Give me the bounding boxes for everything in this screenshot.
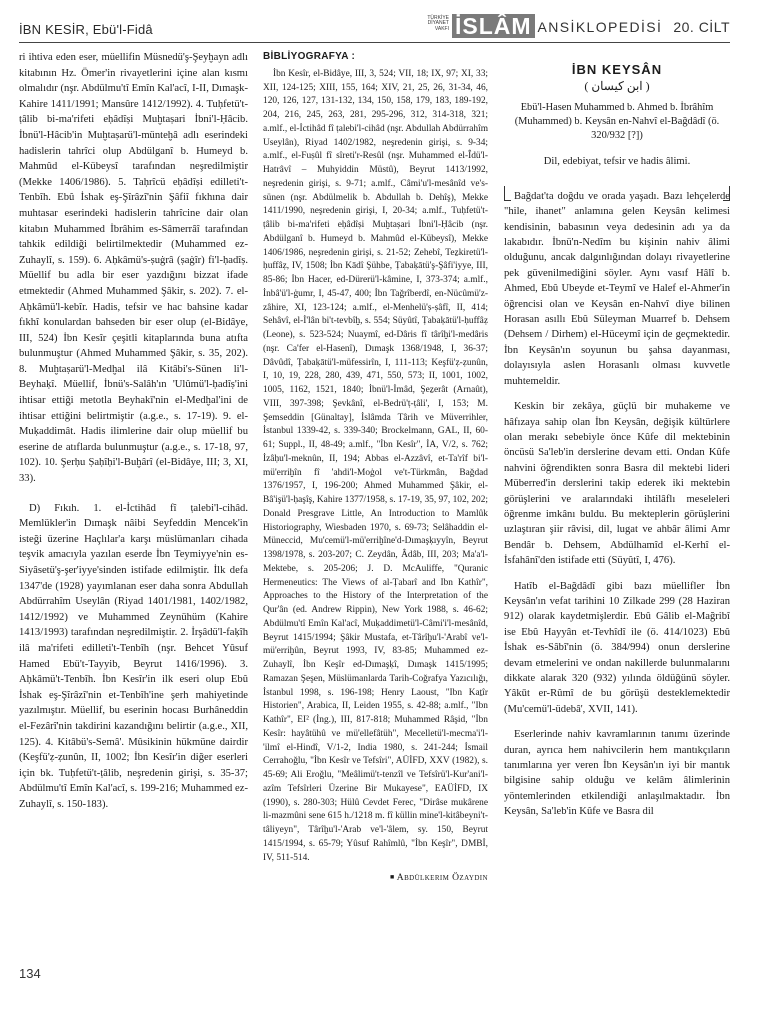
publisher-mark: TÜRKİYE DİYANET VAKFI	[427, 14, 449, 32]
col3-paragraph: Hatîb el-Bağdâdî gibi bazı müellifler İbn Keysân'ın vefat tarihini 10 Zilkade 299 (28 Haziran 912) olarak kaydetmişlerdir. Ebû Gâlib el-Mağribî ise Ebû Hayyân et-Tevhîdî ile (ö. 414/1023) Ebû İshak es-Sâbî'nin (ö. 384/994) onun derslerine devam etmelerini ve ondan nakillerde bulunmalarını dikkate alarak 320 (932) yılında öldüğünü söyler. Yâkūt er-Rûmî de bu görüşü desteklemektedir (Mu'cemü'l-üdebâ', XVII, 141).	[504, 580, 730, 715]
col1-paragraph-fikih: D) Fıkıh. 1. el-İctihâd fî ṭalebi'l-cihâd. Memlükler'in Dımaşk nâibi Seyfeddin Mencek'in isteği üzerine Haçlılar'a karşı müslümanları cihada teşvik amacıyla yazılan eserde İbn Teymiyye'nin es-Siyâsetü'ş-şer'iyye'sinden istifade edilmiştir. İlk defa 1347'de (1928) yayımlanan eser daha sonra Abdullah Abdürrahîm Useylân (Riyad 1401/1981, 1402/1982, 1412/1992) ve Muhammed Zeynühüm (Kahire 1413/1993) tarafından neşredilmiştir. 2. İrşâdü'l-faḳîh ilâ ma'rifeti edilleti't-Tenbîh (nşr. Behcet Yûsuf Hamed Ebü't-Tayyib, Beyrut 1416/1996). 3. Aḥkâmü't-Tenbîh. İbn Kesîr'in ilk eseri olup Ebû İshak eş-Şîrâzî'nin et-Tenbîh'ine şerh mahiyetinde yazılmıştır. Müellif, bu eserinin hocası Burhâneddin el-Fezârî'nin takdirini kazandığını belirtir (a.g.e., XII, 125). 4. Kitâbü's-Semâ'. Mûsikinin hükmüne dairdir (Keşfü'ẓ-ẓunûn, II, 1002; İbn Kesîr'in diğer eserleri için bk. Tuḥfetü't-ṭâlib, neşredenin girişi, s. 35-37; Abdülmu'tî Emîn Kal'acî, s. 199-216; Muhammed ez-Zuhaylî, s. 150-183).	[19, 502, 248, 810]
running-title: İBN KESİR, Ebü'l-Fidâ	[19, 22, 153, 37]
article-title: İBN KEYSÂN	[571, 62, 663, 77]
column-1	[19, 50, 248, 960]
heading-bracket-left	[504, 186, 511, 201]
volume-label: 20. CİLT	[673, 19, 730, 35]
bibliography-text: İbn Kesîr, el-Bidâye, III, 3, 524; VII, 18; IX, 97; XI, 33; XII, 124-125; XIII, 155, 164; XIV, 21, 25, 26, 31-34, 46, 120, 126, 127, 131-132, 134, 150, 158, 179, 183, 189-192, 204, 216, 245, 263, 281, 295-296, 312, 314-318, 321; a.mlf., el-İctihâd fî ṭalebi'l-cihâd (nşr. Abdullah Abdürrahîm Useylân), Riyad 1402/1982, neşredenin girişi, s. 9-34; a.mlf., el-Fuṣûl fî sîreti'r-Resûl (nşr. Muhammed el-Îdü'l-Hatrâvî – Muhyiddin Müstû), Beyrut 1413/1992, neşredenin girişi, s. 9-71; a.mlf., Câmi'u'l-mesânîd ve's-sünen (nşr. Abdülmelik b. Abdullah b. Dehîş), Mekke 1411/1990, neşredenin girişi, I, 20-34; a.mlf., Tuḥfetü't-ṭâlib bi-ma'rifeti eḥâdîṣi Muḫtaṣari İbni'l-Ḥâcib (nşr. Abdülganî b. Humeyd b. Mahmûd el-Kübeysî), Mekke 1406/1986, neşredenin girişi, s. 21-52; Zehebî, Teẕkiretü'l-ḥuffâẓ, IV, 1508; İbn Kādî Şühbe, Ṭabaḳātü'ş-Şâfi'iyye, III, 85-86; İbn Hacer, ed-Dürerü'l-kâmine, I, 373-374; a.mlf., İnbâ'ü'l-ġumr, I, 45-47, 400; İbn Tağrîberdî, en-Nücûmü'z-zâhire, XI, 123-124; a.mlf., el-Menhelü'ṣ-ṣâfî, II, 414; Sehâvî, el-İ'lân bi't-tevbîḫ, s. 554; Süyûtî, Ṭabaḳātü'l-ḥuffâẓ (Leone), s. 523-524; Nuaymî, ed-Dâris fî târîḫi'l-medâris (nşr. Ca'fer el-Hasenî), Dımaşk 1368/1948, I, 36-37; Dâvûdî, Ṭabaḳātü'l-müfessirîn, I, 111-113; Keşfü'ẓ-ẓunûn, I, 10, 19, 228, 280, 439, 471, 550, 573; II, 1001, 1002, 1005, 1162, 1521, 1840; İbnü'l-İmâd, Şeẕerât (Arnaût), VIII, 397-398; Şevkânî, el-Bedrü'ṭ-ṭâli', I, 153; M. Şemseddin [Günaltay], İslâmda Târih ve Müverrihler, İstanbul 1339-42, s. 339-340; Brockelmann, GAL, II, 60-61; Suppl., II, 48-49; a.mlf., "İbn Kesîr", İA, V/2, s. 762; İzâḥu'l-meknûn, II, 194; Abbas el-Azzâvî, et-Ta'rîf bi'l-mü'erriḫîn fî 'ahdi'l-Moġol ve't-Türkmân, Bağdad 1376/1957, I, 196-200; Ahmed Muhammed Şâkir, el-Bâ'işü'l-ḥaşîş, Kahire 1377/1958, s. 17-19, 35, 97, 102, 202; Donald Presgrave Little, An Introduction to Mamlûk Historiography, Wiesbaden 1970, s. 69-73; Selâhaddin el-Müneccid, Mu'cemü'l-mü'erriḫîne'd-Dımaşḳıyyîn, Beyrut 1398/1978, s. 203-207; C. Zeydân, Âdâb, III, 203; Ma'a'l-Mektebe, s. 205-206; J. D. McAuliffe, "Quranic Hermeneutics: The Views of al-Ṭabarî and Ibn Kathîr", Approaches to the History of the Interpretation of the Qur'ân (ed. Andrew Rippin), New York 1988, s. 46-62; Abdülmu'tî Emîn Kal'acî, Muḳaddimetü'l-Câmi'i'l-mesânîd, Beyrut 1415/1994; Şâkir Mustafa, et-Târîḫu'l-'Arabî ve'l-mü'erriḫûn, Beyrut 1993, IV, 83-85; Muhammed ez-Zuhaylî, İbn Keşîr ed-Dımaşḳî, Dımaşk 1415/1995; Ramazan Şeşen, Müslümanlarda Tarih-Coğrafya Yazıcılığı, İstanbul 1998, s. 196-198; Henry Laoust, "Ibn Kaṯîr Historien", Arabica, II, Leiden 1955, s. 42-88; a.mlf., "Ibn Kathîr", EI² (İng.), III, 817-818; Muhammed Râşid, "İbn Kesîr: hayâtühû ve mü'ellefâtüh", Mecelletü'l-mecma'i'l-'ilmî el-Hindî, V/1-2, India 1980, s. 241-244; İsmail Cerrahoğlu, "İbn Kesîr ve Tefsîri", AÜİFD, XXV (1982), s. 45-69; Ali Eroğlu, "Meâlimü't-tenzîl ve Tefsîrü'l-Kur'ani'l-azîm Tefsîrleri Üzerine Bir Mukayese", EAÜİFD, IX (1990), s. 280-303; Hülû Cevdet Ferec, "Dirâse mukârene li-mazmûni sene 615 h./1218 m. fî küllin mine'l-kitâbeyni't-tâliyeyn", Târîḫu'l-'Arab ve'l-'âlem, sy. 150, Beyrut 1415/1994, s. 65-79; Yûsuf Rahîmlû, "İbn Keşîr", DMBİ, IV, 511-514.	[263, 68, 488, 863]
column-2	[263, 50, 488, 956]
col3-paragraph: Keskin bir zekâya, güçlü bir muhakeme ve hâfızaya sahip olan İbn Keysân, değişik kültürlere olan merakı sebebiyle önce Kûfe dil mektebinin öncüsü Sa'leb'in derslerine devam etti. Ondan Kûfe nahvini öğrendikten sonra Basra dil mektebi lideri Müberred'in derslerini takip ederek iki mektebin görüşlerini ve aralarındaki ihtilâflı meseleleri öğrenme imkânı buldu. Bu mekteplerin görüşlerini uzlaştıran şiir râvisi, dil, lugat ve ahbâr âlimi Amr Bendâr b. Dehsem, Abdülhamîd el-Kerhî el-İsfahânî'den istifade etti (Süyûtî, I, 476).	[504, 401, 730, 567]
col3-paragraph: Bağdat'ta doğdu ve orada yaşadı. Bazı lehçelerde "hile, ihanet" anlamına gelen Keysân kelimesi kendisinin, babasının veya dedesinin adı ya da lakabıdır. İbnü'n-Nedîm bu kişinin nahiv âlimi olduğunu, ancak dalgınlığından dolayı rivayetlerine pek güvenilmediğini söyler. Aynı vasıf Hâlî b. Ahmed, Ebû Ubeyde et-Teymî ve Halef el-Ahmer'in öğrencisi olan ve Keysân en-Nahvî diye bilinen Horasan asıllı Ebû Süleyman Muarref b. Dehsem (Dehsem / Dirhem) el-Hüceymî için de geçmektedir. İbn Keysân'ın soyunun bu şahsa dayanması, dolayısıyla aslen Horasanlı olması kuvvetle muhtemeldir.	[504, 190, 730, 387]
article-title-arabic: ( ابن كيسان )	[584, 79, 650, 94]
column-3	[504, 50, 730, 956]
brand-ansiklopedisi: ANSİKLOPEDİSİ	[537, 19, 663, 35]
heading-bracket-right	[723, 186, 730, 201]
header-rule	[19, 42, 730, 43]
page-number: 134	[19, 966, 41, 981]
brand-islam: İSLÂM	[452, 14, 535, 38]
bibliography-title: BİBLİYOGRAFYA :	[263, 51, 356, 62]
publication-header	[427, 12, 730, 38]
col3-paragraph: Eserlerinde nahiv kavramlarının tanımı üzerinde duran, ayrıca hem nahivcilerin hem mantıkçıların tanımlarına yer veren İbn Keysân'ın iyi bir mantık bilgisine sahip olduğu ve kelâm âlimlerinin yöntemlerinden etkilendiği anlaşılmaktadır. İbn Keysân, Sa'leb'in Kûfe ve Basra dil	[504, 729, 730, 818]
article-description: Dil, edebiyat, tefsir ve hadis âlimi.	[543, 155, 691, 167]
article-heading	[504, 62, 730, 169]
col1-paragraph: ri ihtiva eden eser, müellifin Müsnedü'ş-Şeyḫayn adlı kitabının Hz. Ömer'in rivayetlerini içine alan kısmı olmalıdır (nşr. Abdülmu'tî Emîn Kal'acî, I-II, Dımaşk-Kahire 1411/1991; Mansûre 1412/1992). 4. Tuḥfetü't-ṭâlib bi-ma'rifeti eḥâdîṣi Muḫtaṣari İbni'l-Ḥâcib. İbnü'l-Hâcib'in Muḫtaṣarü'l-münteḫâ adlı eserindeki hadislerin tahrîci olup Abdülganî b. Humeyd b. Mahmûd el-Kübeysî tarafından neşredilmiştir (Mekke 1406/1986). 5. Taḥrîcü eḥâdîṣi edilleti't-Tenbîh. Ebû İshak eş-Şîrâzî'nin Şâfiî fıkhına dair muhtasar eserindeki hadislerin tahrîcine dair olan kitabın Muhammed İbrâhim es-Sâmerrâî tarafından tahkik edildiği belirtilmektedir (Muhammed ez-Zuhaylî, s. 159). 6. Aḥkâmü's-ṣuġrâ (ṣaġîr) fi'l-ḥadîṣ. Müellif bu adla bir eser yazdığını bizzat ifade etmektedir (Ahmed Muhammed Şâkir, s. 202). 7. el-Aḥkâmü'l-kebîr. Hadis, tefsir ve hac bahsine kadar fıkhî konulardan bahseden bir eser olup (el-Bidâye, III, 524) İbn Kesîr çeşitli kitaplarında buna atıfta bulunmuştur (Ahmed Muhammed Şâkir, s. 35, 202). 8. Muḫtaṣarü'l-Medḫal ilâ Kitâbi's-Sünen li'l-Beyhaḳî. Müellif, İbnü's-Salâh'ın 'Ulûmü'l-ḥadîṣ'ini ihtisar ettiği metotla Beyhakī'nin el-Medḫal'ini de ihtisar ettiğini belirtmiştir (a.g.e., s. 17-19). 9. el-Muḳaddimât. Hadis ilimlerine dair olup müellif bu eserine de atıflarda bulunmuştur (a.g.e., s. 17-18, 97, 102). 10. Şerḥu Ṣaḥîḥi'l-Buḫârî (el-Bidâye, III; 3, XI, 33).	[19, 52, 248, 485]
article-author: ■ Abdülkerim Özaydın	[263, 871, 488, 885]
article-full-name: Ebü'l-Hasen Muhammed b. Ahmed b. İbrâhîm (Muhammed) b. Keysân en-Nahvî el-Bağdâdî (ö. 320/932 [?])	[514, 101, 720, 141]
